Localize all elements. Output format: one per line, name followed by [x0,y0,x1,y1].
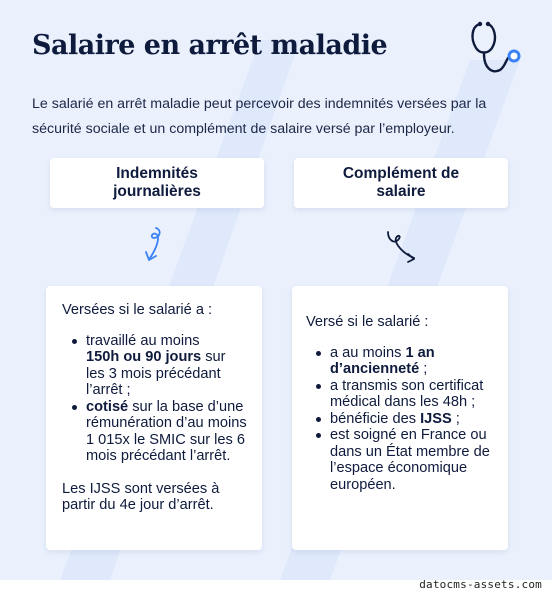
stethoscope-icon [462,18,524,80]
list-item: cotisé sur la base d’une rémunération d’au moins 1 015x le SMIC sur les 6 mois précédant l’arrêt. [62,399,248,465]
left-lead: Versées si le salarié a : [62,302,213,318]
heading-right-line2: salaire [376,183,426,200]
page-title: Salaire en arrêt maladie [32,30,388,61]
heading-complement [294,158,508,208]
list-item: a au moins 1 an d’ancienneté ; [306,345,496,378]
source-watermark: datocms-assets.com [419,578,542,591]
heading-left-line1: Indemnités [116,165,198,182]
left-condition-list [62,333,248,465]
heading-left-line2: journalières [113,183,201,200]
list-item: est soigné en France ou dans un État membre de l’espace économique européen. [306,427,496,493]
indemnites-conditions [46,286,262,550]
curly-arrow-down-right-icon [380,224,420,264]
right-condition-list [306,345,496,494]
list-item: bénéficie des IJSS ; [306,411,496,428]
curly-arrow-down-left-icon [134,224,174,264]
complement-conditions [292,286,508,550]
left-footer: Les IJSS sont versées à partir du 4e jour d’arrêt. [62,480,220,513]
heading-right-line1: Complément de [342,165,460,182]
right-lead: Versé si le salarié : [306,314,429,330]
list-item: travaillé au moins 150h ou 90 jours sur les 3 mois précédant l’arrêt ; [62,333,248,399]
heading-indemnites [50,158,264,208]
list-item: a transmis son certificat médical dans les 48h ; [306,378,496,411]
intro-text: Le salarié en arrêt maladie peut percevoir des indemnités versées par la sécurité sociale et un complément de salaire versé par l’employeur. [32,96,487,137]
